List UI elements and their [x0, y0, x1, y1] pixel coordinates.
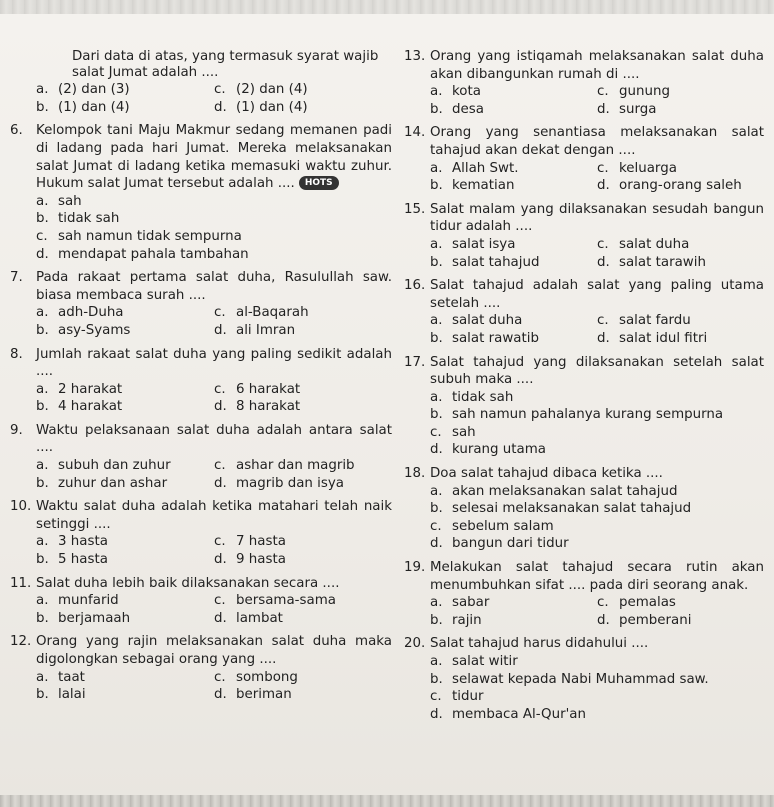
- option-c[interactable]: c. sah namun tidak sempurna: [36, 228, 242, 244]
- option-c[interactable]: c. 6 harakat: [214, 381, 301, 397]
- option-a[interactable]: a. (2) dan (3): [36, 82, 130, 98]
- question-number: 8.: [10, 346, 23, 362]
- option-d[interactable]: d. (1) dan (4): [214, 99, 308, 115]
- option-b[interactable]: b. 4 harakat: [36, 399, 123, 415]
- option-c[interactable]: c. bersama-sama: [214, 593, 336, 609]
- question-number: 7.: [10, 270, 23, 286]
- option-c[interactable]: c. pemalas: [597, 595, 676, 611]
- question-7: [10, 269, 392, 339]
- option-a[interactable]: a. adh-Duha: [36, 305, 124, 321]
- option-d[interactable]: d. mendapat pahala tambahan: [36, 246, 249, 262]
- question-9: [10, 422, 392, 492]
- question-8: [10, 346, 392, 416]
- question-9-stem: Waktu pelaksanaan salat duha adalah antara salat ....: [36, 422, 392, 456]
- option-c[interactable]: c. al-Baqarah: [214, 305, 309, 321]
- question-number: 6.: [10, 123, 23, 139]
- option-b[interactable]: b. desa: [430, 101, 484, 117]
- question-5-stem-line-1: Dari data di atas, yang termasuk syarat wajib: [72, 49, 379, 64]
- option-b[interactable]: b. selawat kepada Nabi Muhammad saw.: [430, 671, 709, 687]
- question-15: [404, 201, 764, 271]
- question-18: [404, 465, 764, 553]
- option-a[interactable]: a. 3 hasta: [36, 534, 108, 550]
- question-17: [404, 354, 764, 460]
- option-b[interactable]: b. berjamaah: [36, 610, 131, 626]
- option-d[interactable]: d. 8 harakat: [214, 399, 301, 415]
- option-a[interactable]: a. subuh dan zuhur: [36, 458, 171, 474]
- option-b[interactable]: b. sah namun pahalanya kurang sempurna: [430, 407, 724, 423]
- option-b[interactable]: b. asy-Syams: [36, 322, 131, 338]
- option-b[interactable]: b. 5 hasta: [36, 552, 108, 568]
- option-a[interactable]: a. sabar: [430, 595, 490, 611]
- option-a[interactable]: a. 2 harakat: [36, 381, 123, 397]
- question-20-stem: Salat tahajud harus didahului ....: [430, 636, 649, 652]
- question-11-stem: Salat duha lebih baik dilaksanakan secara ....: [36, 575, 340, 591]
- option-a[interactable]: a. salat witir: [430, 654, 518, 669]
- question-number: 20.: [404, 636, 426, 652]
- option-a[interactable]: a. sah: [36, 193, 82, 209]
- option-c[interactable]: c. ashar dan magrib: [214, 458, 355, 474]
- question-11: [10, 575, 392, 628]
- question-6: [10, 122, 392, 263]
- option-c[interactable]: c. tidur: [430, 689, 484, 705]
- question-13-stem: Orang yang istiqamah melaksanakan salat duha akan dibangunkan rumah di ....: [430, 49, 764, 82]
- question-16: [404, 277, 764, 347]
- question-5: [10, 48, 392, 116]
- option-b[interactable]: b. (1) dan (4): [36, 99, 130, 115]
- question-12: [10, 633, 392, 703]
- question-17-stem: Salat tahajud yang dilaksanakan setelah salat subuh maka ....: [430, 354, 764, 388]
- question-number: 19.: [404, 560, 426, 576]
- question-14: [404, 124, 764, 194]
- option-c[interactable]: c. sah: [430, 424, 476, 440]
- option-d[interactable]: d. orang-orang saleh: [597, 178, 742, 194]
- question-14-stem: Orang yang senantiasa melaksanakan salat tahajud akan dekat dengan ....: [430, 125, 764, 158]
- option-d[interactable]: d. surga: [597, 101, 657, 117]
- option-b[interactable]: b. tidak sah: [36, 211, 120, 227]
- option-d[interactable]: d. salat idul fitri: [597, 330, 708, 346]
- question-number: 9.: [10, 422, 23, 438]
- question-7-stem: Pada rakaat pertama salat duha, Rasulullah saw. biasa membaca surah ....: [36, 270, 392, 303]
- option-b[interactable]: b. salat rawatib: [430, 330, 539, 346]
- question-number: 16.: [404, 278, 426, 294]
- option-a[interactable]: a. akan melaksanakan salat tahajud: [430, 483, 678, 499]
- option-a[interactable]: a. munfarid: [36, 593, 119, 609]
- right-column: [404, 48, 764, 723]
- question-10-stem: Waktu salat duha adalah ketika matahari telah naik setinggi ....: [36, 499, 392, 532]
- option-a[interactable]: a. tidak sah: [430, 389, 514, 405]
- question-12-stem: Orang yang rajin melaksanakan salat duha maka digolongkan sebagai orang yang ....: [36, 634, 392, 667]
- left-column: [10, 48, 392, 704]
- question-13: [404, 48, 764, 118]
- question-number: 11.: [10, 575, 32, 591]
- question-number: 18.: [404, 466, 426, 482]
- question-number: 10.: [10, 499, 32, 515]
- question-19-stem: Melakukan salat tahajud secara rutin akan menumbuhkan sifat .... pada diri seorang anak.: [430, 560, 764, 593]
- option-b[interactable]: b. lalai: [36, 687, 86, 703]
- option-d[interactable]: d. ali Imran: [214, 322, 296, 338]
- option-c[interactable]: c. keluarga: [597, 160, 677, 176]
- question-8-stem: Jumlah rakaat salat duha yang paling sedikit adalah ....: [36, 346, 392, 380]
- option-b[interactable]: b. salat tahajud: [430, 254, 540, 270]
- option-b[interactable]: b. selesai melaksanakan salat tahajud: [430, 501, 692, 517]
- option-d[interactable]: d. salat tarawih: [597, 254, 706, 270]
- option-d[interactable]: d. lambat: [214, 610, 283, 626]
- option-b[interactable]: b. zuhur dan ashar: [36, 475, 168, 491]
- option-c[interactable]: c. sombong: [214, 669, 298, 685]
- option-d[interactable]: d. bangun dari tidur: [430, 536, 569, 552]
- question-number: 12.: [10, 634, 32, 650]
- question-6-stem: Kelompok tani Maju Makmur sedang memanen padi di ladang pada hari Jumat. Mereka melaksanakan salat Jumat di ladang ketika memasuki waktu zuhur. Hukum salat Jumat tersebut adalah .... HOTS: [36, 123, 392, 192]
- question-19: [404, 559, 764, 629]
- option-d[interactable]: d. membaca Al-Qur'an: [430, 706, 586, 722]
- option-c[interactable]: c. gunung: [597, 84, 670, 100]
- option-d[interactable]: d. 9 hasta: [214, 552, 286, 568]
- question-number: 13.: [404, 49, 426, 64]
- question-number: 17.: [404, 354, 426, 370]
- hots-badge: HOTS: [299, 176, 339, 190]
- page-bottom-edge: [0, 795, 774, 807]
- option-c[interactable]: c. salat fardu: [597, 313, 691, 329]
- page-top-edge: [0, 0, 774, 14]
- question-20: [404, 635, 764, 723]
- option-a[interactable]: a. salat isya: [430, 236, 516, 252]
- option-d[interactable]: d. magrib dan isya: [214, 475, 345, 491]
- option-d[interactable]: d. beriman: [214, 687, 292, 703]
- option-a[interactable]: a. salat duha: [430, 313, 523, 329]
- option-a[interactable]: a. kota: [430, 84, 481, 100]
- option-a[interactable]: a. Allah Swt.: [430, 160, 519, 176]
- option-a[interactable]: a. taat: [36, 669, 85, 685]
- question-18-stem: Doa salat tahajud dibaca ketika ....: [430, 466, 663, 482]
- question-number: 15.: [404, 201, 426, 217]
- option-c[interactable]: c. (2) dan (4): [214, 82, 308, 98]
- option-d[interactable]: d. pemberani: [597, 612, 692, 628]
- question-number: 14.: [404, 125, 426, 141]
- question-10: [10, 498, 392, 568]
- option-b[interactable]: b. rajin: [430, 612, 482, 628]
- option-b[interactable]: b. kematian: [430, 178, 515, 194]
- option-c[interactable]: c. 7 hasta: [214, 534, 286, 550]
- question-15-stem: Salat malam yang dilaksanakan sesudah bangun tidur adalah ....: [430, 201, 764, 235]
- option-d[interactable]: d. kurang utama: [430, 442, 546, 458]
- option-c[interactable]: c. salat duha: [597, 236, 690, 252]
- question-5-stem-line-2: salat Jumat adalah ....: [72, 64, 219, 80]
- question-16-stem: Salat tahajud adalah salat yang paling utama setelah ....: [430, 278, 764, 311]
- option-c[interactable]: c. sebelum salam: [430, 518, 554, 534]
